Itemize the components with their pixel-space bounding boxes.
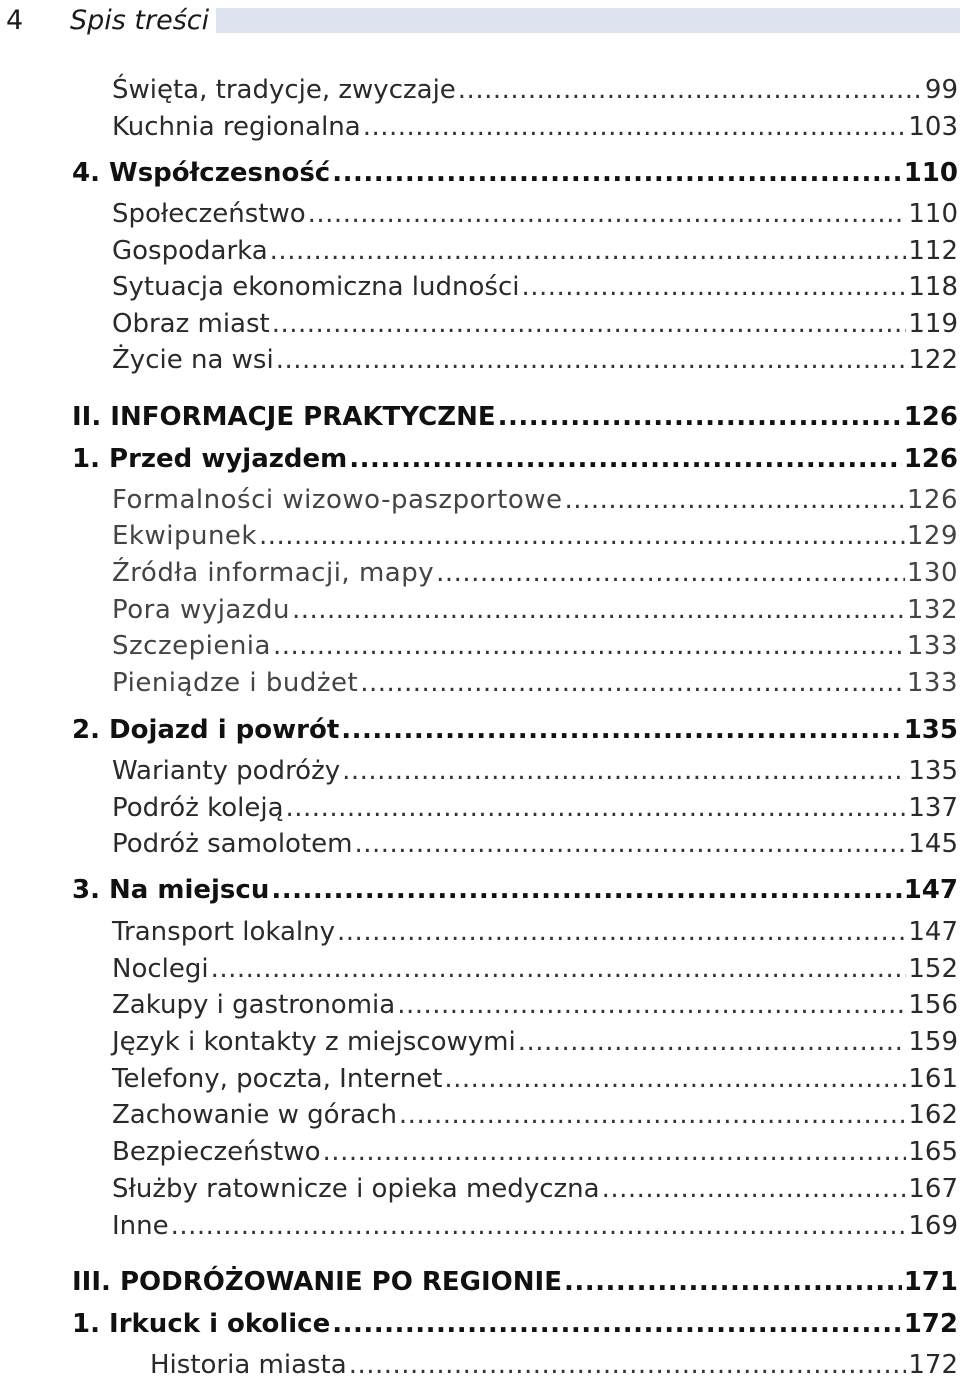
toc-entry-title: Transport lokalny <box>112 917 336 947</box>
toc-entry-title: 1. Irkuck i okolice <box>72 1309 331 1339</box>
page-number: 4 <box>6 5 24 36</box>
toc-leader <box>518 1024 907 1060</box>
toc-entry-page: 118 <box>908 272 958 302</box>
toc-entry-title: Inne <box>112 1211 169 1241</box>
toc-entry-title: Bezpieczeństwo <box>112 1137 321 1167</box>
toc-entry-page: 110 <box>903 158 958 188</box>
toc-leader <box>323 1134 907 1170</box>
toc-leader <box>397 987 906 1023</box>
toc-entry[interactable] <box>112 72 958 108</box>
toc-entry-page: 135 <box>908 756 958 786</box>
toc-leader <box>273 628 905 664</box>
toc-entry-page: 147 <box>908 917 958 947</box>
toc-entry[interactable] <box>112 1097 958 1133</box>
toc-entry-page: 156 <box>908 990 958 1020</box>
toc-entry-title: Źródła informacji, mapy <box>112 558 435 588</box>
toc-entry-title: 3. Na miejscu <box>72 875 270 905</box>
toc-entry-title: Szczepienia <box>112 631 271 661</box>
toc-leader <box>444 1061 906 1097</box>
toc-entry-title: 2. Dojazd i powrót <box>72 715 340 745</box>
toc-entry[interactable] <box>112 306 958 342</box>
toc-entry[interactable] <box>112 233 958 269</box>
toc-entry[interactable] <box>112 482 958 518</box>
toc-entry-page: 137 <box>908 793 958 823</box>
toc-entry-page: 161 <box>908 1064 958 1094</box>
toc-entry-title: Obraz miast <box>112 309 270 339</box>
toc-entry-page: 130 <box>906 558 958 588</box>
toc-entry-page: 126 <box>903 402 958 432</box>
toc-heading[interactable] <box>72 1306 958 1342</box>
toc-entry-title: Noclegi <box>112 954 209 984</box>
toc-entry-title: Gospodarka <box>112 236 268 266</box>
toc-leader <box>308 196 907 232</box>
toc-entry[interactable] <box>112 555 958 591</box>
section-title: Spis treści <box>70 5 210 36</box>
toc-heading[interactable] <box>72 1264 958 1300</box>
toc-entry[interactable] <box>112 1024 958 1060</box>
toc-leader <box>272 306 907 342</box>
toc-entry[interactable] <box>112 790 958 826</box>
toc-entry-title: Służby ratownicze i opieka medyczna <box>112 1174 600 1204</box>
toc-entry-title: Telefony, poczta, Internet <box>112 1064 443 1094</box>
toc-entry[interactable] <box>112 987 958 1023</box>
toc-entry-page: 103 <box>908 112 958 142</box>
toc-leader <box>270 233 907 269</box>
toc-leader <box>349 441 901 477</box>
toc-entry[interactable] <box>112 628 958 664</box>
toc-entry-title: Ekwipunek <box>112 521 257 551</box>
toc-entry-page: 110 <box>908 199 958 229</box>
toc-entry-page: 167 <box>908 1174 958 1204</box>
toc-entry-title: II. INFORMACJE PRAKTYCZNE <box>72 402 496 432</box>
toc-leader <box>565 482 905 518</box>
toc-entry-page: 133 <box>906 631 958 661</box>
toc-leader <box>211 951 907 987</box>
toc-entry-page: 99 <box>924 75 958 105</box>
toc-leader <box>399 1097 906 1133</box>
toc-leader <box>337 914 906 950</box>
toc-entry-page: 152 <box>908 954 958 984</box>
toc-leader <box>271 872 901 908</box>
toc-entry[interactable] <box>112 665 958 701</box>
toc-entry[interactable] <box>112 951 958 987</box>
toc-entry-page: 129 <box>906 521 958 551</box>
toc-entry[interactable] <box>112 1171 958 1207</box>
toc-leader <box>363 109 907 145</box>
toc-entry-page: 126 <box>903 444 958 474</box>
toc-leader <box>341 712 901 748</box>
toc-leader <box>458 72 923 108</box>
toc-heading[interactable] <box>72 441 958 477</box>
toc-entry-title: Życie na wsi <box>112 345 274 375</box>
toc-entry-page: 112 <box>908 236 958 266</box>
toc-entry-page: 147 <box>903 875 958 905</box>
toc-leader <box>498 399 902 435</box>
toc-entry-title: Sytuacja ekonomiczna ludności <box>112 272 520 302</box>
toc-entry[interactable] <box>112 1134 958 1170</box>
toc-leader <box>332 155 902 191</box>
toc-entry[interactable] <box>112 269 958 305</box>
toc-leader <box>360 665 905 701</box>
toc-entry-title: Pora wyjazdu <box>112 595 290 625</box>
toc-heading[interactable] <box>72 399 958 435</box>
toc-entry-title: Język i kontakty z miejscowymi <box>112 1027 516 1057</box>
toc-entry-page: 133 <box>906 668 958 698</box>
toc-entry-title: Zachowanie w górach <box>112 1100 397 1130</box>
toc-entry-title: Zakupy i gastronomia <box>112 990 396 1020</box>
toc-entry-title: 1. Przed wyjazdem <box>72 444 348 474</box>
toc-entry-page: 135 <box>903 715 958 745</box>
toc-entry[interactable] <box>112 109 958 145</box>
toc-leader <box>564 1264 902 1300</box>
toc-entry[interactable] <box>112 196 958 232</box>
toc-entry-title: Podróż samolotem <box>112 829 353 859</box>
toc-entry-page: 132 <box>906 595 958 625</box>
toc-heading[interactable] <box>72 155 958 191</box>
toc-entry-title: Pieniądze i budżet <box>112 668 359 698</box>
toc-entry-title: Historia miasta <box>150 1350 347 1380</box>
toc-entry[interactable] <box>112 826 958 862</box>
toc-entry[interactable] <box>150 1347 958 1383</box>
toc-leader <box>171 1208 907 1244</box>
toc-leader <box>276 342 907 378</box>
toc-entry-title: Święta, tradycje, zwyczaje <box>112 75 456 105</box>
toc-entry-page: 122 <box>908 345 958 375</box>
toc-heading[interactable] <box>72 872 958 908</box>
toc-entry[interactable] <box>112 1208 958 1244</box>
toc-entry-title: III. PODRÓŻOWANIE PO REGIONIE <box>72 1267 562 1297</box>
toc-entry[interactable] <box>112 914 958 950</box>
toc-leader <box>286 790 907 826</box>
toc-entry-page: 145 <box>908 829 958 859</box>
toc-leader <box>332 1306 901 1342</box>
toc-entry[interactable] <box>112 342 958 378</box>
toc-entry-title: Podróż koleją <box>112 793 284 823</box>
toc-leader <box>354 826 906 862</box>
toc-heading[interactable] <box>72 712 958 748</box>
toc-leader <box>349 1347 907 1383</box>
toc-entry[interactable] <box>112 1061 958 1097</box>
toc-entry-page: 159 <box>908 1027 958 1057</box>
toc-entry-page: 172 <box>908 1350 958 1380</box>
toc-entry-title: 4. Współczesność <box>72 158 331 188</box>
toc-entry-page: 165 <box>908 1137 958 1167</box>
toc-entry-page: 126 <box>906 485 958 515</box>
toc-leader <box>436 555 905 591</box>
toc-entry-page: 171 <box>903 1267 958 1297</box>
toc-entry[interactable] <box>112 753 958 789</box>
toc-entry-page: 119 <box>908 309 958 339</box>
toc-leader <box>342 753 906 789</box>
toc-entry-title: Kuchnia regionalna <box>112 112 361 142</box>
toc-leader <box>521 269 906 305</box>
toc-entry-page: 169 <box>908 1211 958 1241</box>
toc-entry-title: Formalności wizowo-paszportowe <box>112 485 563 515</box>
toc-entry-title: Społeczeństwo <box>112 199 306 229</box>
toc-leader <box>602 1171 907 1207</box>
toc-entry-page: 162 <box>908 1100 958 1130</box>
toc-entry[interactable] <box>112 592 958 628</box>
toc-entry-title: Warianty podróży <box>112 756 341 786</box>
toc-leader <box>292 592 905 628</box>
toc-leader <box>259 518 905 554</box>
toc-entry[interactable] <box>112 518 958 554</box>
toc-entry-page: 172 <box>903 1309 958 1339</box>
